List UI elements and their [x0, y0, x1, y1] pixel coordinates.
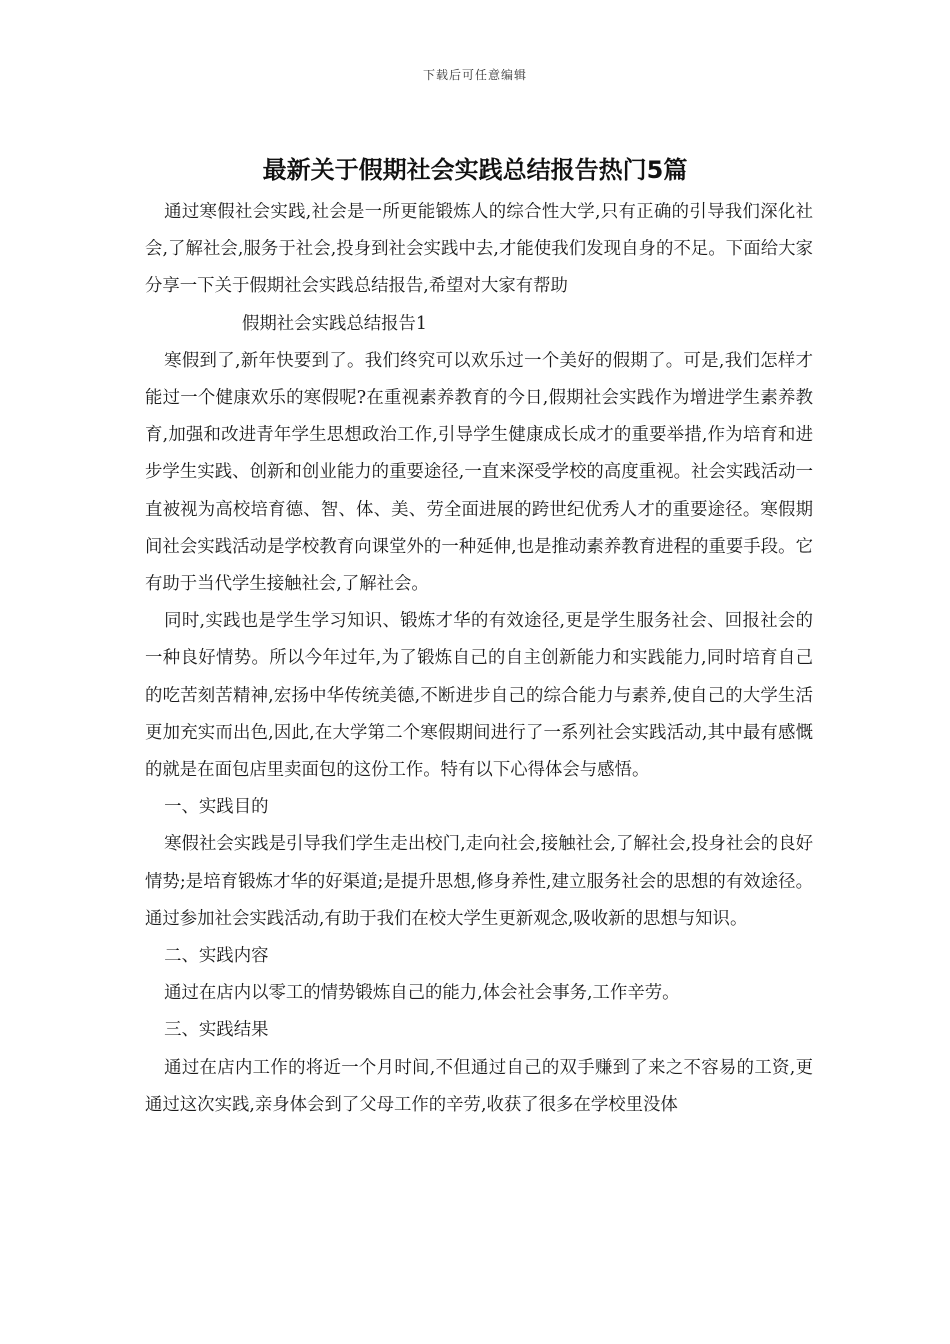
body-paragraph: 寒假社会实践是引导我们学生走出校门,走向社会,接触社会,了解社会,投身社会的良好情势;是培育锻炼才华的好渠道;是提升思想,修身养性,建立服务社会的思想的有效途径。通过参加社会实践活动,有助于我们在校大学生更新观念,吸收新的思想与知识。 — [145, 834, 813, 929]
body-paragraph: 寒假到了,新年快要到了。我们终究可以欢乐过一个美好的假期了。可是,我们怎样才能过一个健康欢乐的寒假呢?在重视素养教育的今日,假期社会实践作为增进学生素养教育,加强和改进青年学生思想政治工作,引导学生健康成长成才的重要举措,作为培育和进步学生实践、创新和创业能力的重要途径,一直来深受学校的高度重视。社会实践活动一直被视为高校培育德、智、体、美、劳全面进展的跨世纪优秀人才的重要途径。寒假期间社会实践活动是学校教育向课堂外的一种延伸,也是推动素养教育进程的重要手段。它有助于当代学生接触社会,了解社会。 — [145, 350, 813, 595]
header-note: 下载后可任意编辑 — [422, 68, 527, 82]
document-body — [145, 194, 813, 1124]
section-heading: 三、实践结果 — [164, 1020, 269, 1041]
body-paragraph: 通过在店内以零工的情势锻炼自己的能力,体会社会事务,工作辛劳。 — [164, 983, 680, 1004]
section-subtitle: 假期社会实践总结报告1 — [242, 313, 427, 334]
section-heading: 一、实践目的 — [164, 797, 269, 818]
document-title: 最新关于假期社会实践总结报告热门5篇 — [262, 156, 688, 184]
section-heading: 二、实践内容 — [164, 946, 269, 967]
intro-paragraph: 通过寒假社会实践,社会是一所更能锻炼人的综合性大学,只有正确的引导我们深化社会,了解社会,服务于社会,投身到社会实践中去,才能使我们发现自身的不足。下面给大家分享一下关于假期社会实践总结报告,希望对大家有帮助 — [145, 202, 813, 297]
body-paragraph: 通过在店内工作的将近一个月时间,不但通过自己的双手赚到了来之不容易的工资,更通过这次实践,亲身体会到了父母工作的辛劳,收获了很多在学校里没体 — [145, 1057, 813, 1115]
body-paragraph: 同时,实践也是学生学习知识、锻炼才华的有效途径,更是学生服务社会、回报社会的一种良好情势。所以今年过年,为了锻炼自己的自主创新能力和实践能力,同时培育自己的吃苦刻苦精神,宏扬中华传统美德,不断进步自己的综合能力与素养,使自己的大学生活更加充实而出色,因此,在大学第二个寒假期间进行了一系列社会实践活动,其中最有感慨的就是在面包店里卖面包的这份工作。特有以下心得体会与感悟。 — [145, 611, 813, 781]
